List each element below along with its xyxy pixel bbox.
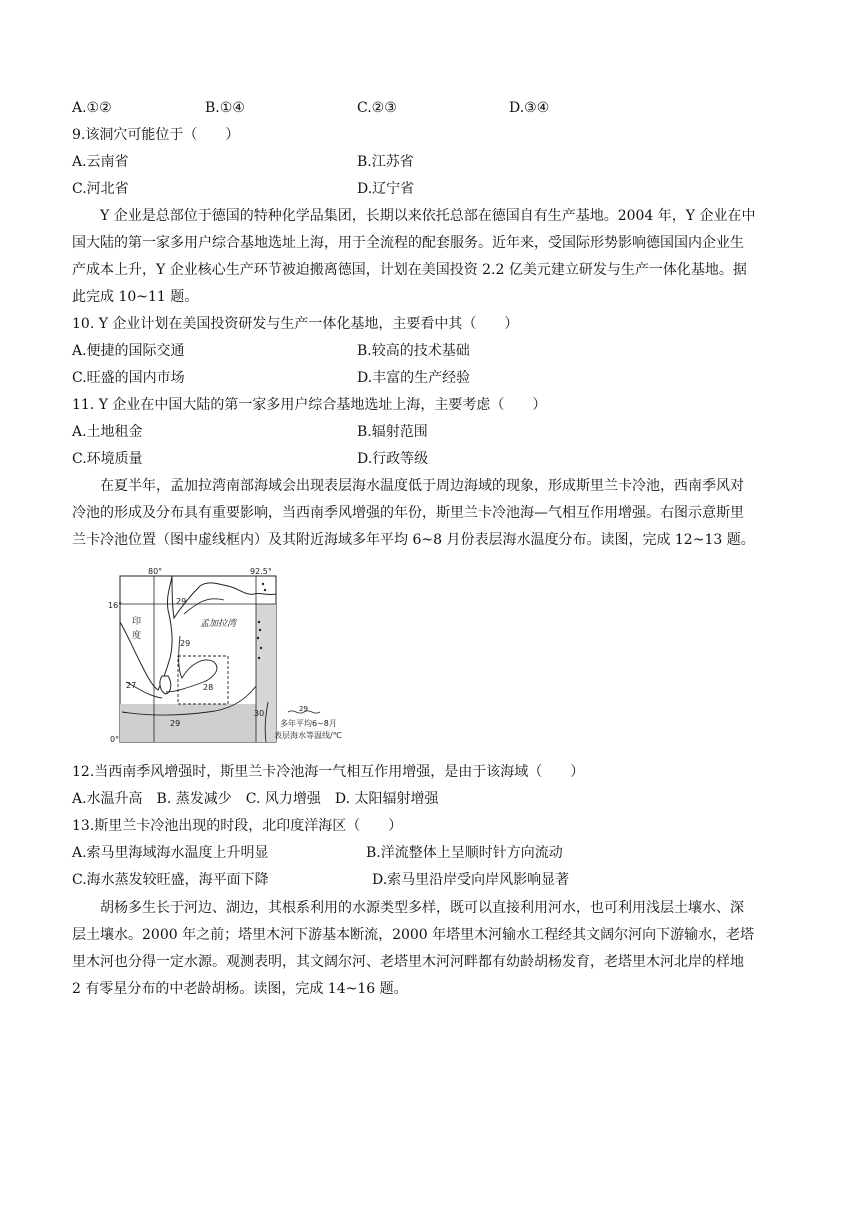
passage1-line: 产成本上升，Y 企业核心生产环节被迫搬离德国，计划在美国投资 2.2 亿美元建立研发与生产一体化基地。据 [72,262,747,278]
region-label-bay: 孟加拉湾 [200,619,237,629]
passage2-line: 兰卡冷池位置（图中虚线框内）及其附近海域多年平均 6~8 月份表层海水温度分布。读图，完成 12~13 题。 [72,532,755,548]
lon-label: 80° [148,567,163,576]
q11-option-c: C.环境质量 [72,451,143,467]
passage2-line: 冷池的形成及分布具有重要影响，当西南季风增强的年份，斯里兰卡冷池海—气相互作用增强。右图示意斯里 [72,505,744,521]
warm-water-shading [120,704,276,742]
q9-option-b: B.江苏省 [357,154,414,170]
region-label-india-2: 度 [132,631,142,641]
legend-text: 表层海水等温线/℃ [274,731,342,740]
q10-option-c: C.旺盛的国内市场 [72,370,185,386]
q8-option-d: D.③④ [509,100,550,116]
q8-option-a: A.①② [72,100,112,116]
q10-option-d: D.丰富的生产经验 [357,370,471,386]
east-shading [256,604,276,742]
isotherm-label: 29 [170,719,181,728]
passage1-line: Y 企业是总部位于德国的特种化学品集团，长期以来依托总部在德国自有生产基地。2004 年，Y 企业在中 [100,208,756,224]
isotherm-label: 29 [180,639,191,648]
q11-option-a: A.土地租金 [72,424,143,440]
legend-line-value: 29 [299,705,308,713]
passage3-line: 胡杨多生长于河边、湖边，其根系利用的水源类型多样，既可以直接利用河水，也可利用浅层土壤水、深 [100,900,744,916]
passage3-line: 层土壤水。2000 年之前；塔里木河下游基本断流，2000 年塔里木河输水工程经其文阔尔河向下游输水，老塔 [72,927,755,943]
passage1-line: 此完成 10~11 题。 [72,289,199,305]
q9-option-a: A.云南省 [72,154,129,170]
q13-option-c: C.海水蒸发较旺盛，海平面下降 [72,872,269,888]
q10-option-b: B.较高的技术基础 [357,343,470,359]
q8-option-b: B.①④ [205,100,245,116]
lon-label: 92.5° [250,567,272,576]
passage1-line: 国大陆的第一家多用户综合基地选址上海，用于全流程的配套服务。近年来，受国际形势影响德国国内企业生 [72,235,744,251]
sri-lanka [160,676,171,694]
q10-stem: 10. Y 企业计划在美国投资研发与生产一体化基地，主要看中其（ ） [72,316,519,332]
isotherm-label: 27 [126,681,137,690]
q11-option-d: D.行政等级 [357,451,429,467]
q12-options: A.水温升高 B. 蒸发减少 C. 风力增强 D. 太阳辐射增强 [72,791,439,807]
q13-stem: 13.斯里兰卡冷池出现的时段，北印度洋海区（ ） [72,818,403,834]
bay-of-bengal-sst-map [108,566,370,748]
q9-option-c: C.河北省 [72,181,129,197]
q9-stem: 9.该洞穴可能位于（ ） [72,127,240,143]
isotherm-label: 30 [254,709,265,718]
isotherm-label: 28 [203,683,214,692]
passage3-line: 里木河也分得一定水源。观测表明，其文阔尔河、老塔里木河河畔都有幼龄胡杨发育，老塔里木河北岸的样地 [72,954,744,970]
q11-stem: 11. Y 企业在中国大陆的第一家多用户综合基地选址上海，主要考虑（ ） [72,397,547,413]
q12-stem: 12.当西南季风增强时，斯里兰卡冷池海一气相互作用增强，是由于该海域（ ） [72,764,585,780]
q9-option-d: D.辽宁省 [357,181,415,197]
passage2-line: 在夏半年，孟加拉湾南部海域会出现表层海水温度低于周边海域的现象，形成斯里兰卡冷池，西南季风对 [100,478,744,494]
legend-text: 多年平均6~8月 [280,719,337,728]
region-label-india-1: 印 [132,617,142,627]
q13-option-d: D.索马里沿岸受向岸风影响显著 [372,872,570,888]
q13-option-a: A.索马里海域海水温度上升明显 [72,845,269,861]
lat-label: 0° [110,735,120,744]
lat-label: 16° [108,601,123,610]
cold-pool-box [178,656,228,704]
q8-option-c: C.②③ [357,100,397,116]
q10-option-a: A.便捷的国际交通 [72,343,185,359]
india-landmass [120,576,172,690]
isotherm-label: 29 [176,597,187,606]
q13-option-b: B.洋流整体上呈顺时针方向流动 [366,845,563,861]
passage3-line: 2 有零星分布的中老龄胡杨。读图，完成 14~16 题。 [72,981,408,997]
q11-option-b: B.辐射范围 [357,424,428,440]
